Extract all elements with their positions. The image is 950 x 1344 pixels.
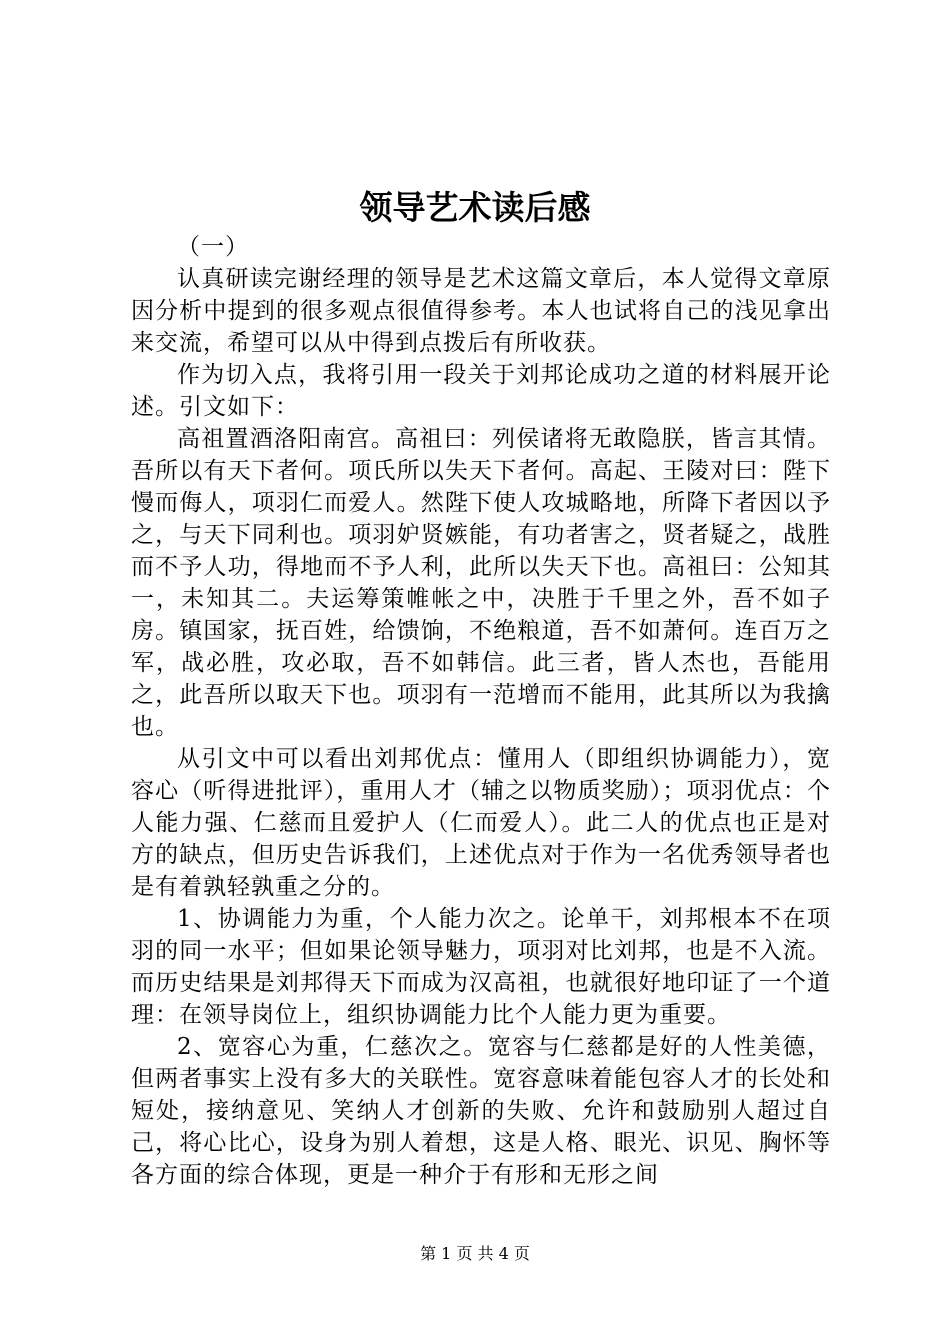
paragraph-intro: 认真研读完谢经理的领导是艺术这篇文章后，本人觉得文章原因分析中提到的很多观点很值得参考。本人也试将自己的浅见拿出来交流，希望可以从中得到点拨后有所收获。 [131,266,831,356]
paragraph-analysis: 从引文中可以看出刘邦优点：懂用人（即组织协调能力），宽容心（听得进批评），重用人才（辅之以物质奖励）；项羽优点：个人能力强、仁慈而且爱护人（仁而爱人）。此二人的优点也正是对方的缺点，但历史告诉我们，上述优点对于作为一名优秀领导者也是有着孰轻孰重之分的。 [131,746,831,900]
document-body [131,231,831,1191]
section-marker: （一） [177,234,249,260]
paragraph-quotation: 高祖置酒洛阳南宫。高祖曰：列侯诸将无敢隐朕，皆言其情。吾所以有天下者何。项氏所以失天下者何。高起、王陵对曰：陛下慢而侮人，项羽仁而爱人。然陛下使人攻城略地，所降下者因以予之，与天下同利也。项羽妒贤嫉能，有功者害之，贤者疑之，战胜而不予人功，得地而不予人利，此所以失天下也。高祖曰：公知其一，未知其二。夫运筹策帷帐之中，决胜于千里之外，吾不如子房。镇国家，抚百姓，给馈饷，不绝粮道，吾不如萧何。连百万之军，战必胜，攻必取，吾不如韩信。此三者，皆人杰也，吾能用之，此吾所以取天下也。项羽有一范增而不能用，此其所以为我擒也。 [131,426,831,740]
document-title: 领导艺术读后感 [359,188,591,227]
paragraph-point-1: 1、协调能力为重，个人能力次之。论单干，刘邦根本不在项羽的同一水平；但如果论领导魅力，项羽对比刘邦，也是不入流。而历史结果是刘邦得天下而成为汉高祖，也就很好地印证了一个道理：在领导岗位上，组织协调能力比个人能力更为重要。 [131,906,831,1028]
page-footer: 第 1 页 共 4 页 [420,1244,530,1263]
paragraph-entry-point: 作为切入点，我将引用一段关于刘邦论成功之道的材料展开论述。引文如下： [131,362,831,420]
paragraph-point-2: 2、宽容心为重，仁慈次之。宽容与仁慈都是好的人性美德，但两者事实上没有多大的关联性。宽容意味着能包容人才的长处和短处，接纳意见、笑纳人才创新的失败、允许和鼓励别人超过自己，将心比心，设身为别人着想，这是人格、眼光、识见、胸怀等各方面的综合体现，更是一种介于有形和无形之间 [131,1034,831,1188]
